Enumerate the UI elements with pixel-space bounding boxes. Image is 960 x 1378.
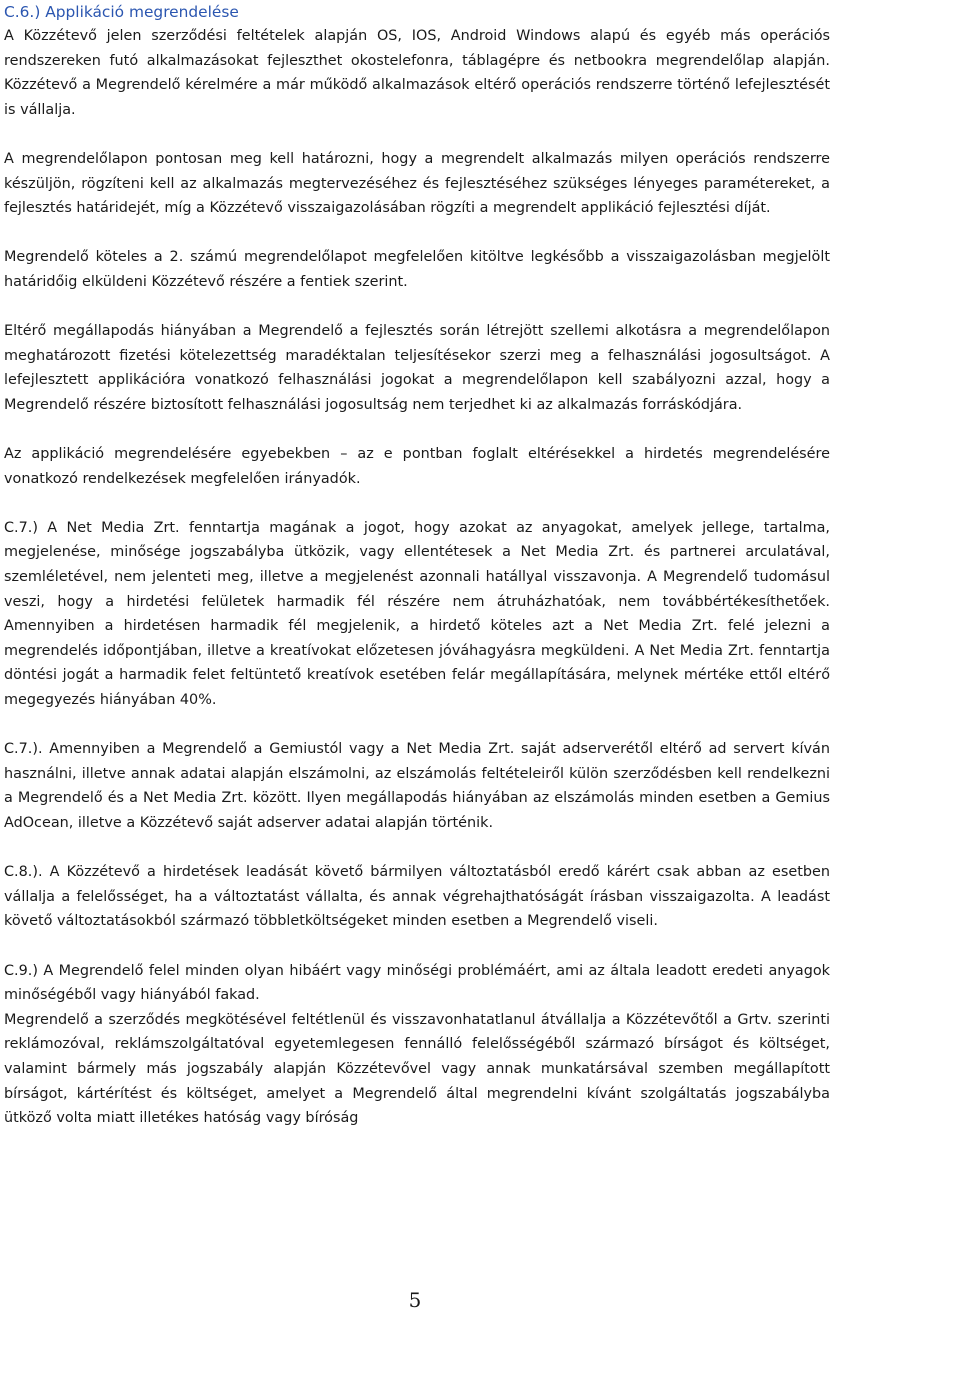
paragraph-5: Az applikáció megrendelésére egyebekben – az e pontban foglalt eltérésekkel a hirdetés megrendelésére vonatkozó rendelkezések megfelelően irányadók. xyxy=(4,446,830,487)
section-heading: C.6.) Applikáció megrendelése xyxy=(4,3,239,21)
document-page xyxy=(4,0,830,1131)
paragraph-6: C.7.) A Net Media Zrt. fenntartja magának a jogot, hogy azokat az anyagokat, amelyek jellege, tartalma, megjelenése, minősége jogszabályba ütközik, vagy ellentétesek a Net Media Zrt. és partnerei arculatával, szemléletével, nem jelenteti meg, illetve a megjelenést azonnali hatállyal visszavonja. A Megrendelő tudomásul veszi, hogy a hirdetési felületek harmadik fél részére nem átruházhatóak, nem továbbértékesíthetőek. Amennyiben a hirdetésen harmadik fél megjelenik, a hirdető köteles azt a Net Media Zrt. felé jelezni a megrendelés időpontjában, illetve a kreatívokat előzetesen jóváhagyásra megküldeni. A Net Media Zrt. fenntartja döntési jogát a harmadik felet feltüntető kreatívok esetében felár megállapítására, melynek mértéke ettől eltérő megegyezés hiányában 40%. xyxy=(4,519,830,709)
paragraph-9: C.9.) A Megrendelő felel minden olyan hibáért vagy minőségi problémáért, ami az általa leadott eredeti anyagok minőségéből vagy hiányából fakad. xyxy=(4,962,830,1004)
paragraph-1: A Közzétevő jelen szerződési feltételek alapján OS, IOS, Android Windows alapú és egyéb más operációs rendszereken futó alkalmazásokat fejleszthet okostelefonra, táblagépre és netbookra megrendelőlap alapján. Közzétevő a Megrendelő kérelmére a már működő alkalmazások eltérő operációs rendszerre történő lefejlesztését is vállalja. xyxy=(4,28,830,118)
paragraph-7: C.7.). Amennyiben a Megrendelő a Gemiustól vagy a Net Media Zrt. saját adserverétől eltérő ad servert kíván használni, illetve annak adatai alapján elszámolni, az elszámolás feltételeiről külön szerződésben kell rendelkezni a Megrendelő és a Net Media Zrt. között. Ilyen megállapodás hiányában az elszámolás minden esetben a Gemius AdOcean, illetve a Közzétevő saját adserver adatai alapján történik. xyxy=(4,741,830,831)
paragraph-2: A megrendelőlapon pontosan meg kell határozni, hogy a megrendelt alkalmazás milyen operációs rendszerre készüljön, rögzíteni kell az alkalmazás megtervezéséhez és fejlesztéséhez szükséges lényeges paramétereket, a fejlesztés határidejét, míg a Közzétevő visszaigazolásában rögzíti a megrendelt applikáció fejlesztési díját. xyxy=(4,150,830,217)
page-number: 5 xyxy=(408,1288,422,1312)
paragraph-4: Eltérő megállapodás hiányában a Megrendelő a fejlesztés során létrejött szellemi alkotásra a megrendelőlapon meghatározott fizetési kötelezettség maradéktalan teljesítésekor szerzi meg a felhasználási jogosultságot. A lefejlesztett applikációra vonatkozó felhasználási jogokat a megrendelőlapon kell szabályozni azzal, hogy a Megrendelő részére biztosított felhasználási jogosultság nem terjedhet ki az alkalmazás forráskódjára. xyxy=(4,323,830,413)
paragraph-10: Megrendelő a szerződés megkötésével feltétlenül és visszavonhatatlanul átvállalja a Közzétevőtől a Grtv. szerinti reklámozóval, reklámszolgáltatóval egyetemlegesen fennálló felelősségéből származó bírságot és költséget, valamint bármely más jogszabály alapján Közzétevővel vagy annak munkatársával szemben megállapított bírságot, kártérítést és költséget, amelyet a Megrendelő által megrendelni kívánt szolgáltatás jogszabályba ütköző volta miatt illetékes hatóság vagy bíróság xyxy=(4,1011,830,1127)
paragraph-8: C.8.). A Közzétevő a hirdetések leadását követő bármilyen változtatásból eredő kárért csak abban az esetben vállalja a felelősséget, ha a változtatást vállalta, és annak végrehajthatóságát írásban visszaigazolta. A leadást követő változtatásokból származó többletköltségeket minden esetben a Megrendelő viseli. xyxy=(4,864,830,930)
paragraph-3: Megrendelő köteles a 2. számú megrendelőlapot megfelelően kitöltve legkésőbb a visszaigazolásban megjelölt határidőig elküldeni Közzétevő részére a fentiek szerint. xyxy=(4,249,830,290)
